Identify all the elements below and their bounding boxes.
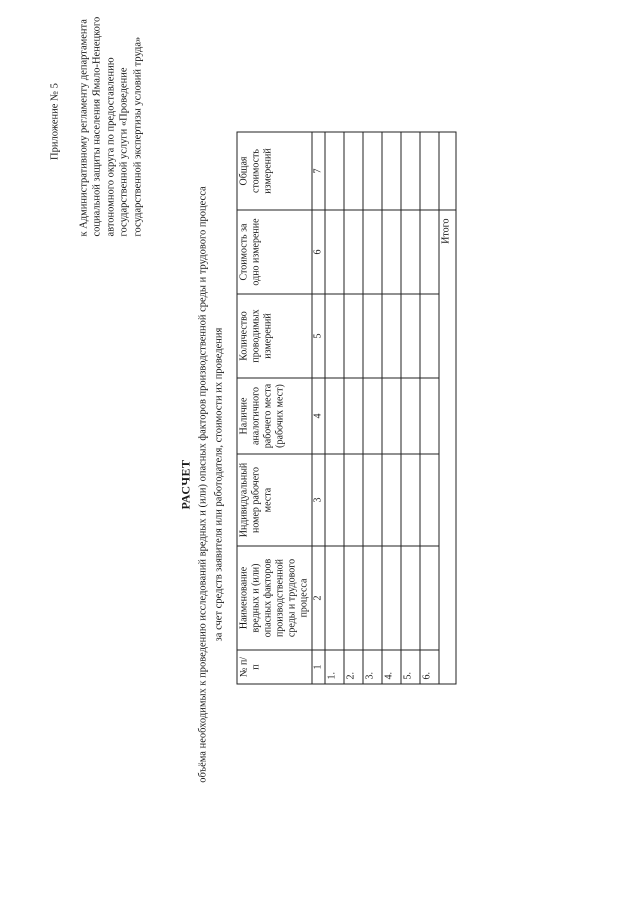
document-title: РАСЧЕТ [178, 459, 192, 510]
table-cell [363, 378, 382, 454]
table-cell [325, 210, 344, 294]
header-cell-total-cost: Общая стоимость измерений [237, 132, 312, 210]
appendix-title: Приложение № 5 [49, 83, 60, 160]
table-header-row [237, 132, 312, 684]
table-row [420, 132, 439, 684]
table-cell [420, 132, 439, 210]
table-cell [420, 210, 439, 294]
table-cell [325, 378, 344, 454]
table-cell [382, 210, 401, 294]
appendix-line: к Административному регламенту департамента [77, 19, 89, 237]
row-number: 6. [420, 650, 439, 684]
table-cell [363, 132, 382, 210]
column-number: 1 [312, 650, 325, 684]
table-cell [420, 294, 439, 378]
table-cell [420, 546, 439, 650]
total-value-cell [439, 132, 456, 210]
row-number: 2. [344, 650, 363, 684]
table-row [325, 132, 344, 684]
table-cell [363, 454, 382, 546]
table-cell [344, 210, 363, 294]
table-cell [363, 210, 382, 294]
table-row [344, 132, 363, 684]
header-cell-workplace-number: Индивидуальный номер рабочего места [237, 454, 312, 546]
total-label: Итого [439, 210, 456, 684]
table-cell [344, 294, 363, 378]
table-cell [420, 378, 439, 454]
table-cell [401, 454, 420, 546]
table-cell [382, 294, 401, 378]
header-cell-unit-cost: Стоимость за одно измерение [237, 210, 312, 294]
column-number: 6 [312, 210, 325, 294]
row-number: 3. [363, 650, 382, 684]
column-number-row [312, 132, 325, 684]
table-cell [401, 378, 420, 454]
appendix-line: государственной экспертизы условий труда» [131, 36, 143, 237]
column-number: 7 [312, 132, 325, 210]
table-cell [325, 132, 344, 210]
column-number: 4 [312, 378, 325, 454]
table-cell [401, 546, 420, 650]
document-subtitle-line-1: объёма необходимых к проведению исследований вредных и (или) опасных факторов производственной среды и трудового процесса [197, 186, 208, 783]
table-cell [363, 294, 382, 378]
table-row [363, 132, 382, 684]
table-row [401, 132, 420, 684]
header-cell-measurement-count: Количество проводимых измерений [237, 294, 312, 378]
document-heading [178, 155, 225, 815]
column-number: 2 [312, 546, 325, 650]
appendix-line: автономного округа по предоставлению [104, 57, 116, 237]
table-cell [344, 454, 363, 546]
row-number: 5. [401, 650, 420, 684]
table-cell [401, 210, 420, 294]
document-subtitle-line-2: за счет средств заявителя или работодателя, стоимости их проведения [213, 327, 224, 642]
column-number: 3 [312, 454, 325, 546]
table-cell [382, 378, 401, 454]
table-cell [325, 454, 344, 546]
table-row [382, 132, 401, 684]
table-cell [382, 132, 401, 210]
table-cell [363, 546, 382, 650]
table-cell [420, 454, 439, 546]
header-cell-analogous-workplace: Наличие аналогичного рабочего места (рабочих мест) [237, 378, 312, 454]
appendix-line: государственной услуги «Проведение [118, 67, 129, 237]
header-cell-number: № п/п [237, 650, 312, 684]
table-cell [325, 294, 344, 378]
header-cell-factor-name: Наименование вредных и (или) опасных факторов производственной среды и трудового процесса [237, 546, 312, 650]
appendix-line: социальной защиты населения Ямало-Ненецкого [91, 16, 102, 237]
table-cell [344, 378, 363, 454]
table-cell [401, 132, 420, 210]
table-cell [344, 132, 363, 210]
table-cell [382, 454, 401, 546]
table-cell [344, 546, 363, 650]
calculation-table [236, 132, 456, 685]
appendix-note [48, 7, 144, 237]
table-cell [401, 294, 420, 378]
table-cell [325, 546, 344, 650]
row-number: 4. [382, 650, 401, 684]
total-row [439, 132, 456, 684]
table-cell [382, 546, 401, 650]
column-number: 5 [312, 294, 325, 378]
row-number: 1. [325, 650, 344, 684]
